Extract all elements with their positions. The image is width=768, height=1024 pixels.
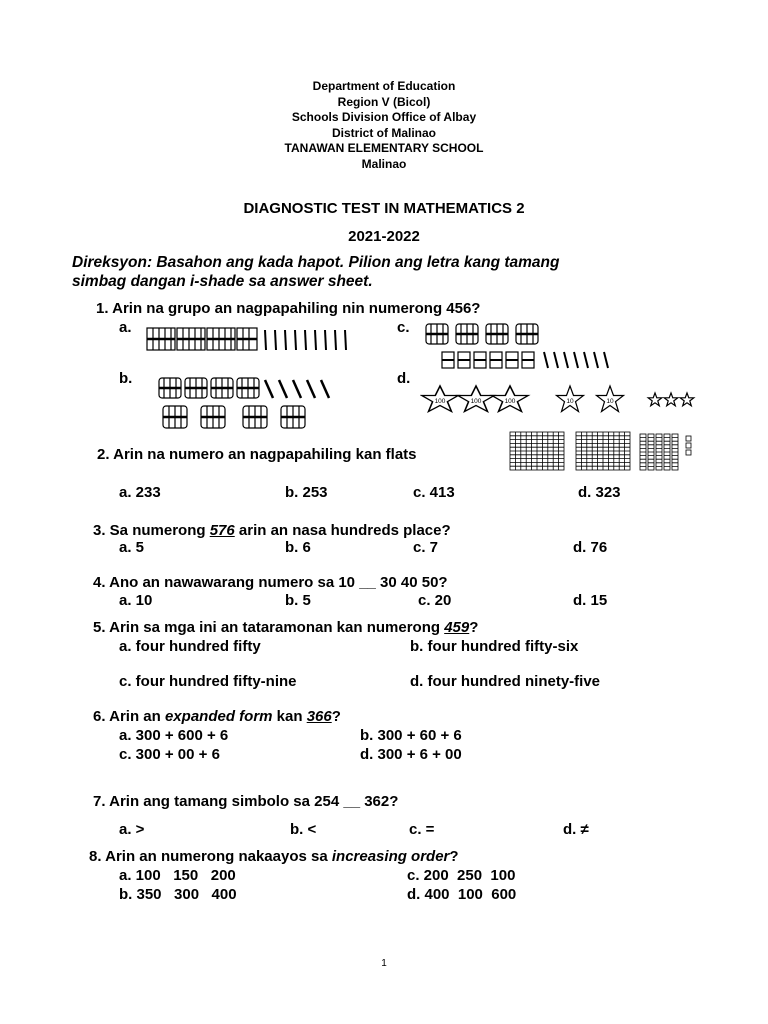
- q7-option-d[interactable]: d. ≠: [563, 821, 589, 838]
- q8-option-d[interactable]: d. 400 100 600: [407, 886, 517, 903]
- q1-option-d-label: d.: [397, 370, 411, 387]
- ten-rod-icon: [640, 434, 678, 470]
- q1-option-c-picture: [420, 318, 620, 376]
- q8-option-c[interactable]: c. 200 250 100: [407, 867, 516, 884]
- q2-option-a[interactable]: a. 233: [119, 484, 161, 501]
- question-8-text-end: ?: [449, 848, 459, 865]
- star-one-icon: [680, 393, 694, 406]
- question-7: 7. Arin ang tamang simbolo sa 254 __ 362?: [93, 793, 399, 810]
- hundred-bundle-icon: [486, 324, 508, 344]
- q6-option-b[interactable]: b. 300 + 60 + 6: [360, 727, 462, 744]
- question-3-number: 576: [209, 522, 235, 539]
- question-6-text-end: ?: [331, 708, 341, 725]
- q2-option-c[interactable]: c. 413: [413, 484, 455, 501]
- page-number: 1: [381, 958, 387, 969]
- hundred-bundle-icon: [243, 406, 267, 428]
- hundred-bundle-icon: [211, 378, 233, 398]
- hundred-flat-icon: [510, 432, 564, 470]
- hundred-bundle-icon: [177, 328, 205, 350]
- q7-option-b[interactable]: b. <: [290, 821, 317, 838]
- q4-option-a[interactable]: a. 10: [119, 592, 153, 609]
- ten-bundle-icon: [506, 352, 518, 368]
- star-label: 100: [504, 398, 516, 405]
- question-6-number: 366: [306, 708, 332, 725]
- q3-option-c[interactable]: c. 7: [413, 539, 439, 556]
- question-5-text-end: ?: [469, 619, 479, 636]
- school-year: 2021-2022: [348, 228, 420, 245]
- ones-cube-icon: [686, 436, 691, 455]
- question-3-text: 3. Sa numerong: [93, 522, 210, 539]
- q2-place-value-blocks: [508, 430, 698, 472]
- q1-option-c-label: c.: [397, 319, 410, 336]
- hundred-bundle-icon: [516, 324, 538, 344]
- q2-option-d[interactable]: d. 323: [578, 484, 621, 501]
- ones-sticks-icon: [544, 352, 608, 368]
- test-title: DIAGNOSTIC TEST IN MATHEMATICS 2: [243, 200, 525, 217]
- q7-option-a[interactable]: a. >: [119, 821, 145, 838]
- q4-option-d[interactable]: d. 15: [573, 592, 608, 609]
- ten-bundle-icon: [522, 352, 534, 368]
- header-district: District of Malinao: [331, 126, 436, 140]
- hundred-bundle-icon: [159, 378, 181, 398]
- star-label: 10: [606, 398, 614, 405]
- q5-option-a[interactable]: a. four hundred fifty: [119, 638, 261, 655]
- hundred-bundle-icon: [281, 406, 305, 428]
- star-one-icon: [648, 393, 662, 406]
- q5-option-c[interactable]: c. four hundred fifty-nine: [119, 673, 297, 690]
- q6-option-a[interactable]: a. 300 + 600 + 6: [119, 727, 229, 744]
- question-8-text: 8. Arin an numerong nakaayos sa: [89, 848, 332, 865]
- q2-option-b[interactable]: b. 253: [285, 484, 328, 501]
- hundred-bundle-icon: [201, 406, 225, 428]
- q8-option-a[interactable]: a. 100 150 200: [119, 867, 236, 884]
- ten-bundle-icon: [490, 352, 502, 368]
- hundred-bundle-icon: [456, 324, 478, 344]
- q3-option-d[interactable]: d. 76: [573, 539, 608, 556]
- header-region: Region V (Bicol): [337, 95, 431, 109]
- hundred-bundle-icon: [426, 324, 448, 344]
- question-6: [93, 708, 341, 725]
- star-label: 100: [434, 398, 446, 405]
- directions-line-1: Direksyon: Basahon ang kada hapot. Pilion ang letra kang tamang: [72, 254, 560, 271]
- q7-option-c[interactable]: c. =: [409, 821, 435, 838]
- q1-option-d-picture: [420, 383, 700, 417]
- q5-option-d[interactable]: d. four hundred ninety-five: [410, 673, 600, 690]
- q4-option-b[interactable]: b. 5: [285, 592, 311, 609]
- header-town: Malinao: [361, 157, 407, 171]
- question-1: 1. Arin na grupo an nagpapahiling nin numerong 456?: [96, 300, 481, 317]
- hundred-bundle-icon: [185, 378, 207, 398]
- ten-sticks-icon: [265, 380, 329, 398]
- ten-bundle-icon: [474, 352, 486, 368]
- hundred-bundle-icon: [237, 378, 259, 398]
- question-6-text: 6. Arin an: [93, 708, 165, 725]
- question-8-emphasis: increasing order: [331, 848, 450, 865]
- ten-bundle-icon: [458, 352, 470, 368]
- header-division: Schools Division Office of Albay: [291, 110, 477, 124]
- hundred-flat-icon: [576, 432, 630, 470]
- q6-option-d[interactable]: d. 300 + 6 + 00: [360, 746, 462, 763]
- q1-option-b-label: b.: [119, 370, 133, 387]
- star-label: 100: [470, 398, 482, 405]
- question-6-text-mid: kan: [272, 708, 307, 725]
- q1-option-a-picture: [145, 322, 355, 356]
- question-6-emphasis: expanded form: [164, 708, 273, 725]
- question-5-text: 5. Arin sa mga ini an tataramonan kan numerong: [93, 619, 445, 636]
- question-5: [93, 619, 478, 636]
- question-3-text-end: arin an nasa hundreds place?: [234, 522, 451, 539]
- q3-option-b[interactable]: b. 6: [285, 539, 311, 556]
- q1-option-a-label: a.: [119, 319, 132, 336]
- hundred-bundle-icon: [237, 328, 257, 350]
- hundred-bundle-icon: [163, 406, 187, 428]
- q4-option-c[interactable]: c. 20: [418, 592, 452, 609]
- question-4: 4. Ano an nawawarang numero sa 10 __ 30 40 50?: [93, 574, 448, 591]
- q5-option-b[interactable]: b. four hundred fifty-six: [410, 638, 579, 655]
- star-label: 10: [566, 398, 574, 405]
- question-5-number: 459: [444, 619, 470, 636]
- q8-option-b[interactable]: b. 350 300 400: [119, 886, 237, 903]
- q6-option-c[interactable]: c. 300 + 00 + 6: [119, 746, 220, 763]
- q3-option-a[interactable]: a. 5: [119, 539, 145, 556]
- header-school: TANAWAN ELEMENTARY SCHOOL: [284, 141, 484, 155]
- question-8: [89, 848, 459, 865]
- ten-bundle-icon: [442, 352, 454, 368]
- question-2: 2. Arin na numero an nagpapahiling kan flats: [97, 446, 417, 463]
- star-one-icon: [664, 393, 678, 406]
- question-3: [93, 522, 451, 539]
- hundred-bundle-icon: [207, 328, 235, 350]
- header-department: Department of Education: [312, 79, 456, 93]
- directions-line-2: simbag dangan i-shade sa answer sheet.: [72, 273, 373, 290]
- hundred-bundle-icon: [147, 328, 175, 350]
- q1-option-b-picture: [155, 374, 345, 434]
- ones-sticks-icon: [265, 330, 346, 350]
